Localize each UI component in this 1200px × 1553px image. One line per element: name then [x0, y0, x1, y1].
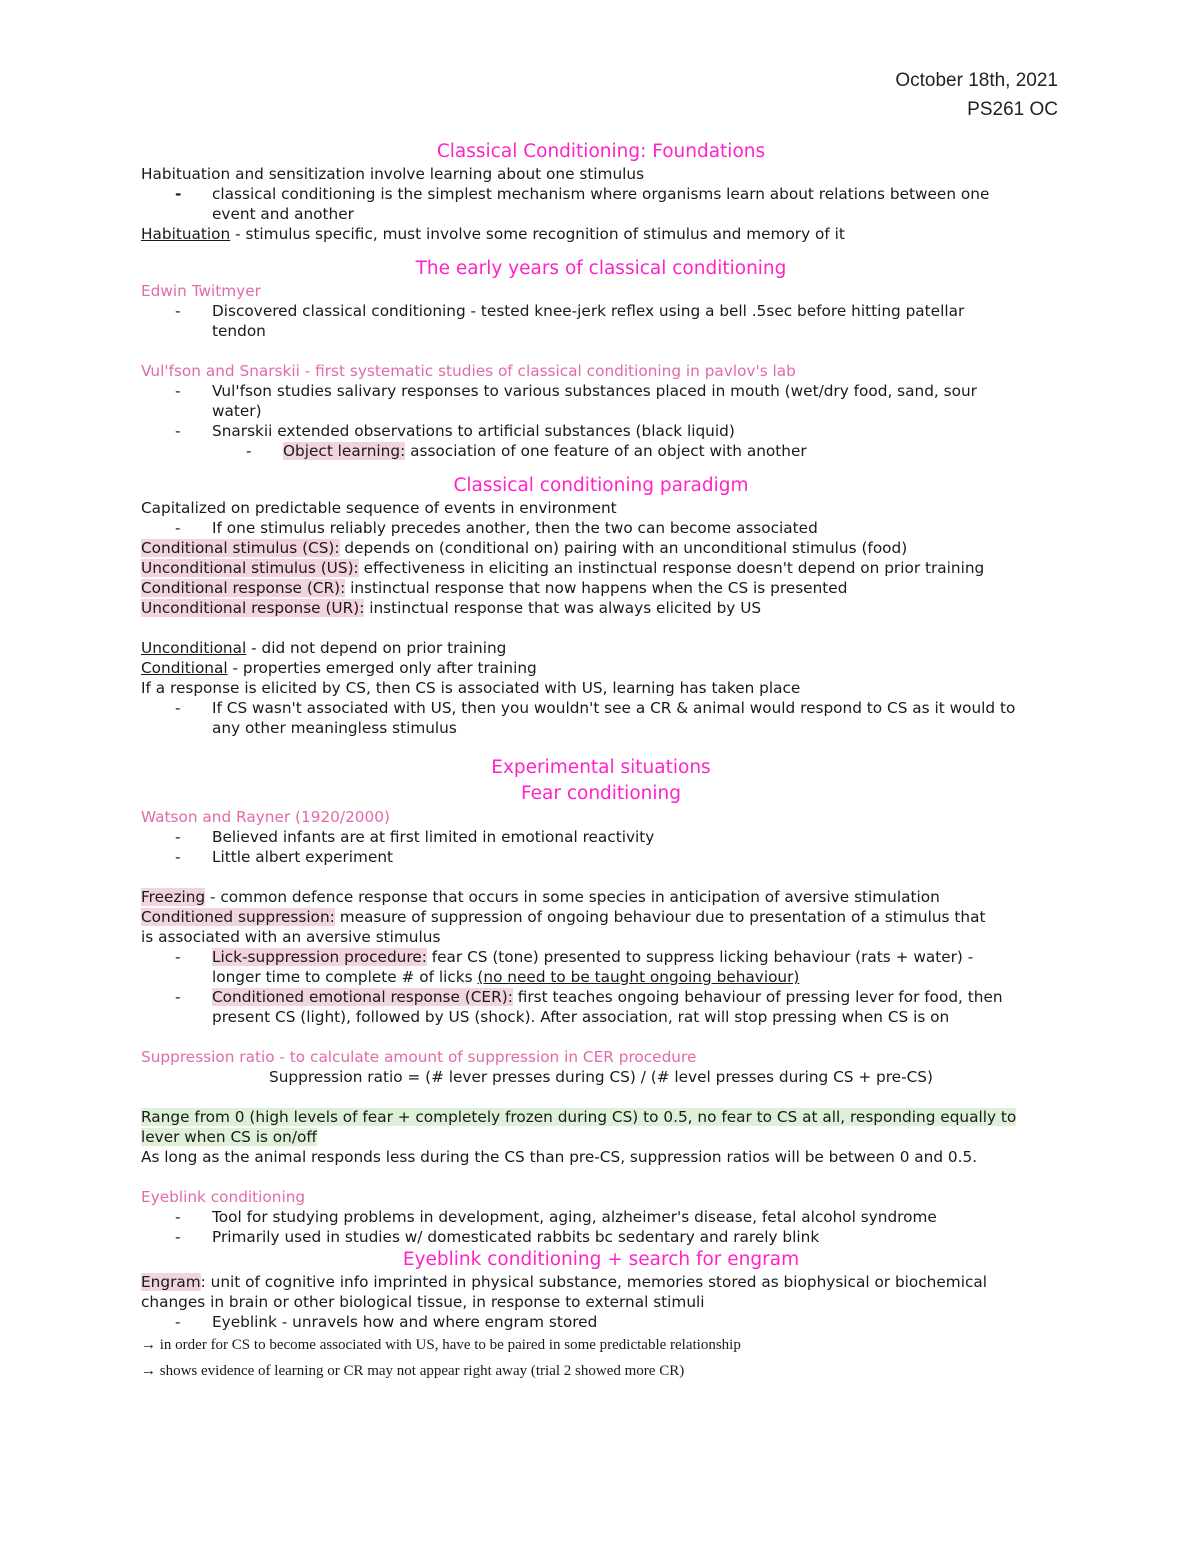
bullet-text: classical conditioning is the simplest mechanism where organisms learn about relations between one	[212, 185, 990, 203]
formula: Suppression ratio = (# lever presses during CS) / (# level presses during CS + pre-CS)	[269, 1068, 933, 1086]
bullet-marker: -	[175, 519, 181, 537]
bullet-text: Eyeblink - unravels how and where engram stored	[212, 1313, 598, 1331]
bullet-text: Tool for studying problems in development, aging, alzheimer's disease, fetal alcohol syndrome	[212, 1208, 937, 1226]
bullet-text: Vul'fson studies salivary responses to various substances placed in mouth (wet/dry food, sand, sour	[212, 382, 977, 400]
arrow-note: → shows evidence of learning or CR may not appear right away (trial 2 showed more CR)	[141, 1363, 685, 1379]
definition-conditional	[141, 658, 1061, 678]
term: Habituation	[141, 225, 231, 243]
definition-conditioned-suppression	[141, 907, 1061, 927]
section-heading-fear: Fear conditioning	[521, 783, 681, 804]
bullet-text: Discovered classical conditioning - tested knee-jerk reflex using a bell .5sec before hitting patellar	[212, 302, 965, 320]
section-heading-experimental: Experimental situations	[491, 757, 711, 778]
highlight-range	[141, 1107, 1061, 1127]
definition-us	[141, 558, 1061, 578]
subheading-eyeblink: Eyeblink conditioning	[141, 1188, 306, 1206]
bullet-continuation: water)	[212, 402, 262, 420]
bullet-continuation: any other meaningless stimulus	[212, 719, 457, 737]
term: Engram	[141, 1273, 201, 1291]
bullet-item	[141, 1312, 1061, 1332]
text-continuation: changes in brain or other biological tissue, in response to external stimuli	[141, 1293, 705, 1311]
term: Conditional response (CR):	[141, 579, 346, 597]
bullet-item	[141, 381, 1061, 401]
bullet-continuation: tendon	[212, 322, 266, 340]
highlighted-text: Range from 0 (high levels of fear + completely frozen during CS) to 0.5, no fear to CS at all, responding equally to	[141, 1108, 1017, 1126]
bullet-item	[141, 184, 1061, 204]
bullet-item	[141, 301, 1061, 321]
bullet-marker: -	[175, 1228, 181, 1246]
term: Freezing	[141, 888, 206, 906]
definition-text: depends on (conditional on) pairing with an unconditional stimulus (food)	[339, 539, 908, 557]
bullet-text: Primarily used in studies w/ domesticated rabbits bc sedentary and rarely blink	[212, 1228, 820, 1246]
notes-body	[141, 139, 1061, 1384]
definition-text: : unit of cognitive info imprinted in physical substance, memories stored as biophysical or biochemical	[200, 1273, 987, 1291]
underlined-note: (no need to be taught ongoing behaviour)	[477, 968, 800, 986]
bullet-text: If CS wasn't associated with US, then you wouldn't see a CR & animal would respond to CS as it would to	[212, 699, 1016, 717]
term: Conditional stimulus (CS):	[141, 539, 340, 557]
bullet-item	[141, 1207, 1061, 1227]
definition-ur	[141, 598, 1061, 618]
definition-text: - did not depend on prior training	[246, 639, 507, 657]
bullet-text: Little albert experiment	[212, 848, 394, 866]
bullet-item	[141, 847, 1061, 867]
definition-cr	[141, 578, 1061, 598]
bullet-text: Snarskii extended observations to artificial substances (black liquid)	[212, 422, 735, 440]
text-continuation: is associated with an aversive stimulus	[141, 928, 441, 946]
bullet-text: If one stimulus reliably precedes another, then the two can become associated	[212, 519, 818, 537]
definition-text: - properties emerged only after training	[227, 659, 537, 677]
section-heading-engram: Eyeblink conditioning + search for engram	[402, 1249, 800, 1270]
subheading-watson: Watson and Rayner (1920/2000)	[141, 808, 390, 826]
section-heading-early-years: The early years of classical conditioning	[415, 258, 787, 279]
bullet-marker: -	[175, 382, 181, 400]
bullet-marker: -	[175, 1208, 181, 1226]
definition-text: - common defence response that occurs in some species in anticipation of aversive stimulation	[205, 888, 940, 906]
bullet-marker: -	[175, 422, 181, 440]
header-course: PS261 OC	[967, 99, 1058, 120]
text-line: If a response is elicited by CS, then CS is associated with US, learning has taken place	[141, 679, 801, 697]
definition-text: measure of suppression of ongoing behaviour due to presentation of a stimulus that	[334, 908, 986, 926]
bullet-item	[141, 421, 1061, 441]
definition-unconditional	[141, 638, 1061, 658]
bullet-marker: -	[246, 442, 252, 460]
term: Conditioned suppression:	[141, 908, 335, 926]
bullet-continuation: present CS (light), followed by US (shock). After association, rat will stop pressing when CS is on	[212, 1008, 950, 1026]
bullet-item	[141, 947, 1061, 967]
header-date: October 18th, 2021	[895, 70, 1058, 91]
bullet-item	[141, 827, 1061, 847]
definition-text: effectiveness in eliciting an instinctual response doesn't depend on prior training	[358, 559, 985, 577]
term: Unconditional	[141, 639, 247, 657]
term: Unconditional stimulus (US):	[141, 559, 359, 577]
definition-text: - stimulus specific, must involve some recognition of stimulus and memory of it	[230, 225, 845, 243]
subheading-twitmyer: Edwin Twitmyer	[141, 282, 261, 300]
section-heading-paradigm: Classical conditioning paradigm	[453, 475, 749, 496]
section-heading-foundations: Classical Conditioning: Foundations	[436, 141, 766, 162]
highlight-range-continuation	[141, 1127, 1061, 1147]
bullet-marker: -	[175, 828, 181, 846]
bullet-item	[141, 698, 1061, 718]
bullet-continuation	[141, 967, 1061, 987]
definition-text: fear CS (tone) presented to suppress licking behaviour (rats + water) -	[426, 948, 974, 966]
text-line: As long as the animal responds less during the CS than pre-CS, suppression ratios will be between 0 and 0.5.	[141, 1148, 978, 1166]
definition-text: instinctual response that now happens when the CS is presented	[345, 579, 848, 597]
subheading-suppression-ratio: Suppression ratio - to calculate amount of suppression in CER procedure	[141, 1048, 697, 1066]
term: Conditional	[141, 659, 228, 677]
subheading-vulfson: Vul'fson and Snarskii - first systematic studies of classical conditioning in pavlov's lab	[141, 362, 796, 380]
bullet-text: Believed infants are at first limited in emotional reactivity	[212, 828, 655, 846]
text-line: Habituation and sensitization involve learning about one stimulus	[141, 165, 645, 183]
definition-text: association of one feature of an object with another	[405, 442, 807, 460]
definition-freezing	[141, 887, 1061, 907]
bullet-item	[141, 987, 1061, 1007]
bullet-marker: -	[175, 1313, 181, 1331]
bullet-marker: -	[175, 185, 182, 203]
arrow-note: → in order for CS to become associated with US, have to be paired in some predictable relationship	[141, 1337, 741, 1353]
definition-cs	[141, 538, 1061, 558]
term: Object learning:	[283, 442, 406, 460]
term: Conditioned emotional response (CER):	[212, 988, 513, 1006]
definition-text: instinctual response that was always elicited by US	[364, 599, 762, 617]
bullet-item	[141, 518, 1061, 538]
definition-habituation	[141, 224, 1061, 244]
sub-bullet-item	[141, 441, 1061, 461]
highlighted-text: lever when CS is on/off	[141, 1128, 317, 1146]
bullet-marker: -	[175, 848, 181, 866]
definition-text: first teaches ongoing behaviour of pressing lever for food, then	[512, 988, 1003, 1006]
term: Unconditional response (UR):	[141, 599, 365, 617]
bullet-continuation: event and another	[212, 205, 354, 223]
continuation-text: longer time to complete # of licks	[212, 968, 478, 986]
bullet-marker: -	[175, 699, 181, 717]
bullet-marker: -	[175, 302, 181, 320]
bullet-item	[141, 1227, 1061, 1247]
term: Lick-suppression procedure:	[212, 948, 427, 966]
bullet-marker: -	[175, 988, 181, 1006]
definition-engram	[141, 1272, 1061, 1292]
text-line: Capitalized on predictable sequence of events in environment	[141, 499, 617, 517]
bullet-marker: -	[175, 948, 181, 966]
